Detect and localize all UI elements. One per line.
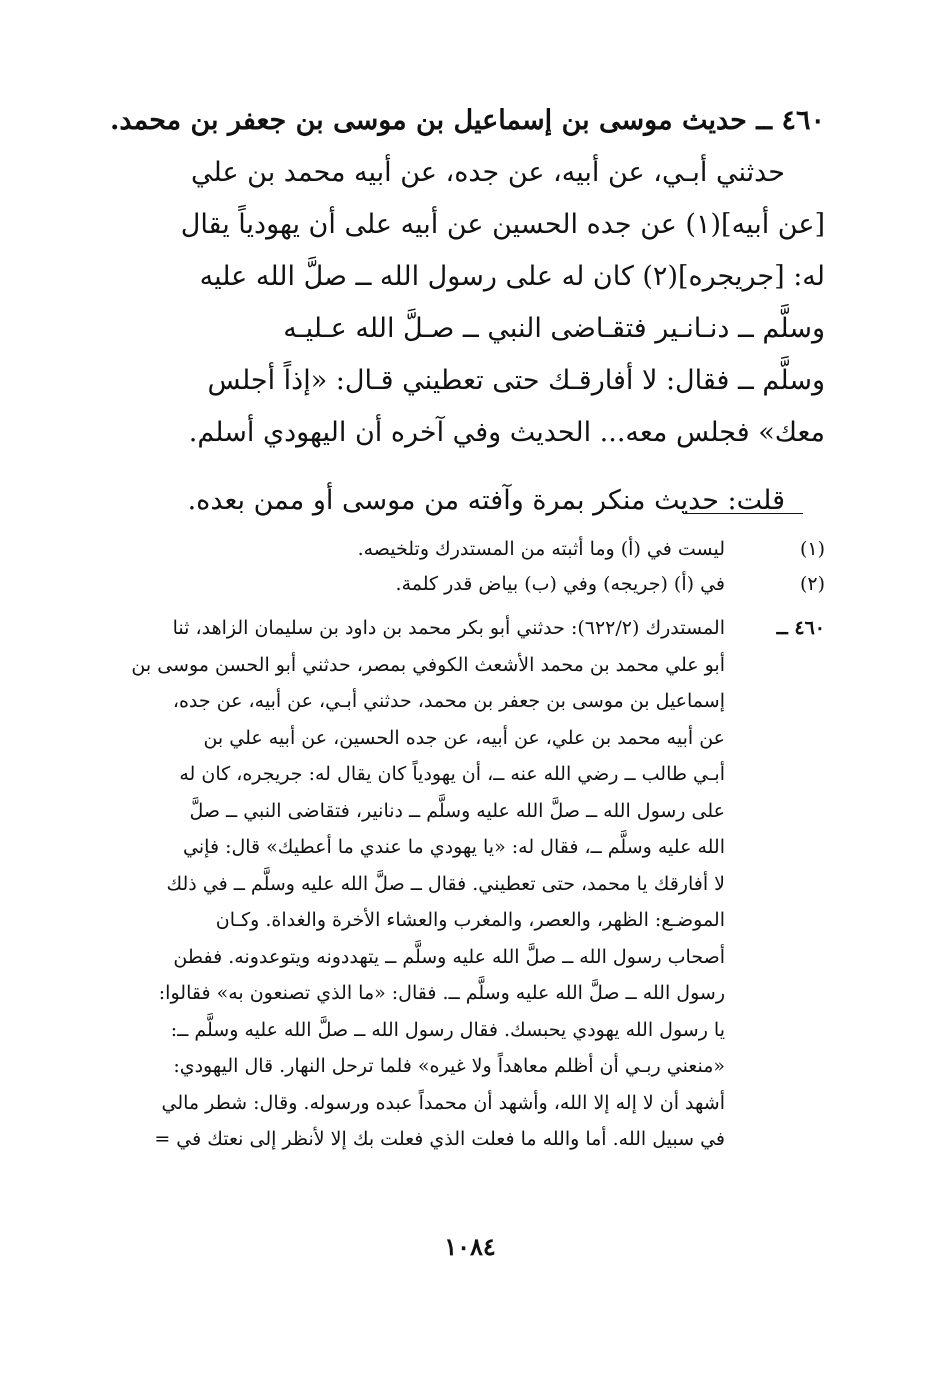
- commentary-line: «منعني ربـي أن أظلم معاهداً ولا غيره» فلما ترحل النهار. قال اليهودي:: [173, 1055, 725, 1077]
- commentary-line: في سبيل الله. أما والله ما فعلت الذي فعلت بك إلا لأنظر إلى نعتك في =: [154, 1128, 725, 1150]
- page-number: ١٠٨٤: [444, 1232, 496, 1261]
- main-text: [105, 95, 825, 527]
- main-text-line: [عن أبيه](١) عن جده الحسين عن أبيه على أن يهودياً يقال: [180, 209, 825, 240]
- main-text-line: حدثني أبـي، عن أبيه، عن جده، عن أبيه محمد بن علي: [191, 157, 785, 188]
- main-text-line: وسلَّم ــ دنـانـير فتقـاضى النبي ــ صـلَّ الله عـليـه: [283, 313, 825, 344]
- commentary-line: [105, 610, 825, 647]
- author-comment: قلت: حديث منكر بمرة وآفته من موسى أو ممن بعده.: [187, 485, 785, 516]
- commentary-line: إسماعيل بن موسى بن جعفر بن محمد، حدثني أبـي، عن أبيه، عن جده،: [172, 690, 725, 712]
- footnote: [105, 532, 825, 567]
- commentary-line: أشهد أن لا إله إلا الله، وأشهد أن محمداً عبده ورسوله. وقال: شطر مالي: [161, 1091, 725, 1114]
- commentary-line: الله عليه وسلَّم ــ، فقال له: «يا يهودي ما عندي ما أعطيك» قال: فإني: [183, 836, 725, 858]
- footnote-text: ليست في (أ) وما أثبته من المستدرك وتلخيصه.: [357, 538, 725, 560]
- main-text-line: له: [جريجره](٢) كان له على رسول الله ــ صلَّ الله عليه: [199, 261, 825, 292]
- footnote-number: (١): [799, 538, 825, 560]
- footnotes: [105, 532, 825, 602]
- main-text-line: وسلَّم ــ فقال: لا أفارقـك حتى تعطيني قـال: «إذاً أجلس: [207, 365, 825, 396]
- main-text-line: معك» فجلس معه... الحديث وفي آخره أن اليهودي أسلم.: [188, 417, 825, 448]
- commentary-number: ٤٦٠ ــ: [776, 617, 825, 639]
- commentary-line: أصحاب رسول الله ــ صلَّ الله عليه وسلَّم ــ يتهددونه ويتوعدونه. ففطن: [173, 945, 725, 968]
- hadith-heading: ٤٦٠ ــ حديث موسى بن إسماعيل بن موسى بن جعفر بن محمد.: [110, 105, 825, 136]
- commentary-line: رسول الله ــ صلَّ الله عليه وسلَّم ــ. فقال: «ما الذي تصنعون به» فقالوا:: [158, 982, 725, 1004]
- commentary-line: أبو علي محمد بن محمد الأشعث الكوفي بمصر، حدثني أبو الحسن موسى بن: [131, 653, 725, 676]
- commentary-line: الموضـع: الظهر، والعصر، والمغرب والعشاء الأخرة والغداة. وكـان: [215, 909, 725, 931]
- commentary-line: عن أبيه محمد بن علي، عن أبيه، عن جده الحسين، عن أبيه علي بن: [203, 726, 725, 749]
- commentary-line: أبـي طالب ــ رضي الله عنه ــ، أن يهودياً كان يقال له: جريجره، كان له: [179, 763, 725, 785]
- footnote-divider: [683, 513, 803, 514]
- commentary: [105, 610, 825, 1158]
- commentary-text: المستدرك (٦٢٢/٢): حدثني أبو بكر محمد بن داود بن سليمان الزاهد، ثنا: [172, 617, 725, 639]
- footnote-text: في (أ) (جريجه) وفي (ب) بياض قدر كلمة.: [395, 573, 725, 595]
- commentary-line: على رسول الله ــ صلَّ الله عليه وسلَّم ــ دنانير، فتقاضى النبي ــ صلَّ: [189, 799, 725, 822]
- footnote-number: (٢): [799, 573, 825, 595]
- footnote: [105, 567, 825, 602]
- commentary-line: يا رسول الله يهودي يحبسك. فقال رسول الله ــ صلَّ الله عليه وسلَّم ــ:: [170, 1018, 725, 1041]
- commentary-line: لا أفارقك يا محمد، حتى تعطيني. فقال ــ صلَّ الله عليه وسلَّم ــ في ذلك: [166, 872, 725, 895]
